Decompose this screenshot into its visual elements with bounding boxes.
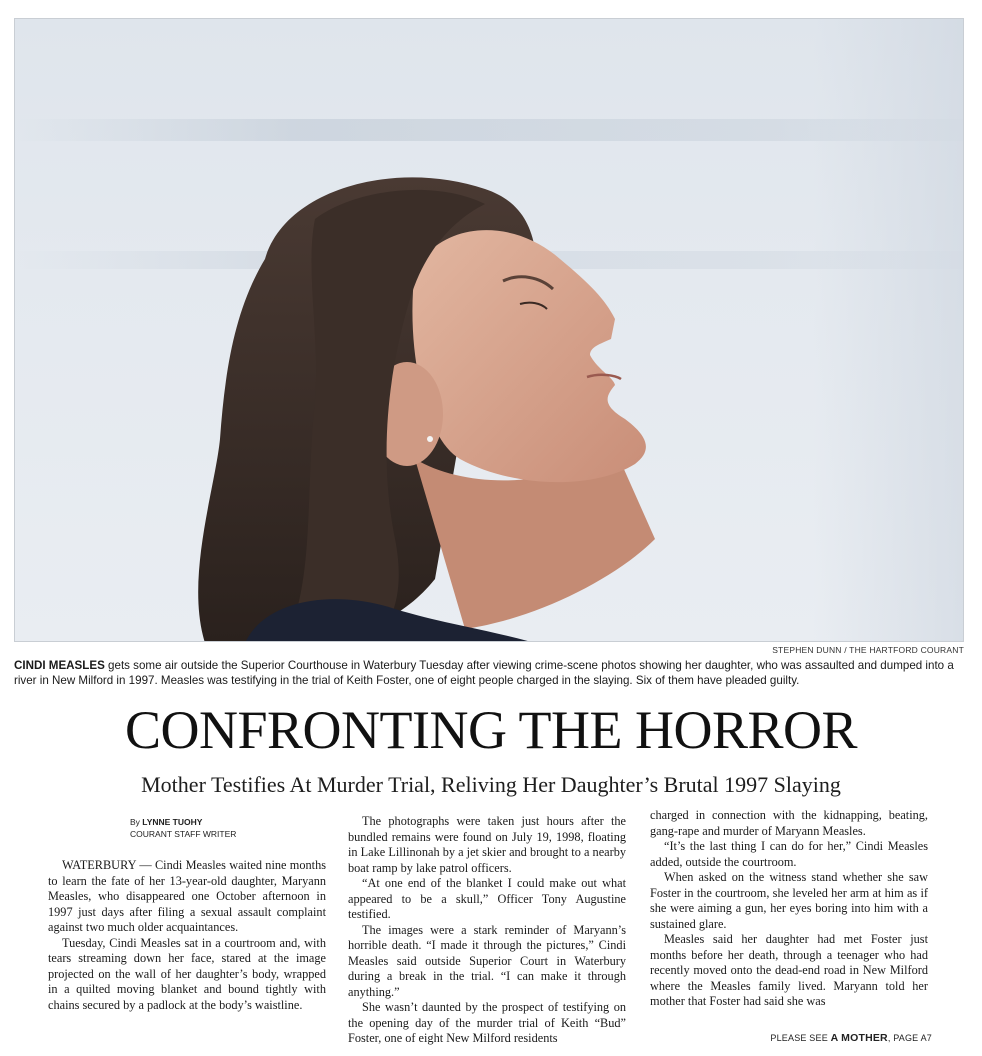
- paragraph: “At one end of the blanket I could make out what appeared to be a skull,” Officer Tony Augustine testified.: [348, 876, 626, 921]
- paragraph: Measles said her daughter had met Foster just months before her death, through a teenager who had recently moved onto the dead-end road in New Milford where the Measles family lived. Maryann told her mother that Foster had said she was: [650, 932, 928, 1008]
- paragraph: The images were a stark reminder of Maryann’s horrible death. “I made it through the pictures,” Cindi Measles said outside Superior Court in Waterbury during a break in the trial. “I can make it through anything.”: [348, 922, 626, 999]
- author-title: COURANT STAFF WRITER: [130, 829, 237, 839]
- jump-prefix: PLEASE SEE: [770, 1033, 831, 1043]
- caption-lead: CINDI MEASLES: [14, 659, 105, 672]
- jump-line: [770, 1032, 932, 1044]
- jump-story-name: A MOTHER: [830, 1032, 888, 1044]
- woman-portrait-illustration: [15, 19, 964, 642]
- paragraph: Tuesday, Cindi Measles sat in a courtroom and, with tears streaming down her face, stared at the image projected on the wall of her daughter’s body, wrapped in a quilted moving blanket and bound tightly with chains secured by a padlock at the body’s waistline.: [48, 935, 326, 1012]
- author-name: LYNNE TUOHY: [142, 817, 203, 827]
- jump-page: , PAGE A7: [887, 1033, 932, 1043]
- paragraph: She wasn’t daunted by the prospect of testifying on the opening day of the murder trial of Keith “Bud” Foster, one of eight New Milford residents: [348, 1000, 626, 1045]
- caption-text: gets some air outside the Superior Courthouse in Waterbury Tuesday after viewing crime-scene photos showing her daughter, who was assaulted and dumped into a river in New Milford in 1997. Measles was testifying in the trial of Keith Foster, one of eight people charged in the slaying. Six of them have pleaded guilty.: [14, 659, 954, 687]
- paragraph: WATERBURY — Cindi Measles waited nine months to learn the fate of her 13-year-old daughter, Maryann Measles, who disappeared one October afternoon in 1997 just days after filing a sexual assault complaint against two much older acquaintances.: [48, 858, 326, 934]
- article-column-1: [48, 858, 326, 1013]
- paragraph: charged in connection with the kidnapping, beating, gang-rape and murder of Maryann Measles.: [650, 808, 928, 838]
- byline-author: [130, 816, 236, 828]
- photo-caption: [14, 658, 966, 688]
- headline: CONFRONTING THE HORROR: [124, 700, 858, 760]
- paragraph: When asked on the witness stand whether she saw Foster in the courtroom, she leveled her arm at him as if she were aiming a gun, her eyes boring into him with a sustained glare.: [650, 870, 928, 931]
- paragraph: The photographs were taken just hours after the bundled remains were found on July 19, 1998, floating in Lake Lillinonah by a jet skier and brought to a nearby boat ramp by lake patrol officers.: [348, 814, 626, 875]
- photo-credit: STEPHEN DUNN / THE HARTFORD COURANT: [772, 645, 964, 655]
- paragraph: “It’s the last thing I can do for her,” Cindi Measles added, outside the courtroom.: [650, 839, 928, 869]
- article-column-3: [650, 808, 928, 1010]
- article-column-2: [348, 814, 626, 1047]
- byline-by: By: [130, 817, 143, 827]
- subheadline: Mother Testifies At Murder Trial, Reliving Her Daughter’s Brutal 1997 Slaying: [141, 772, 841, 797]
- news-photo: [14, 18, 964, 642]
- byline: [130, 816, 236, 840]
